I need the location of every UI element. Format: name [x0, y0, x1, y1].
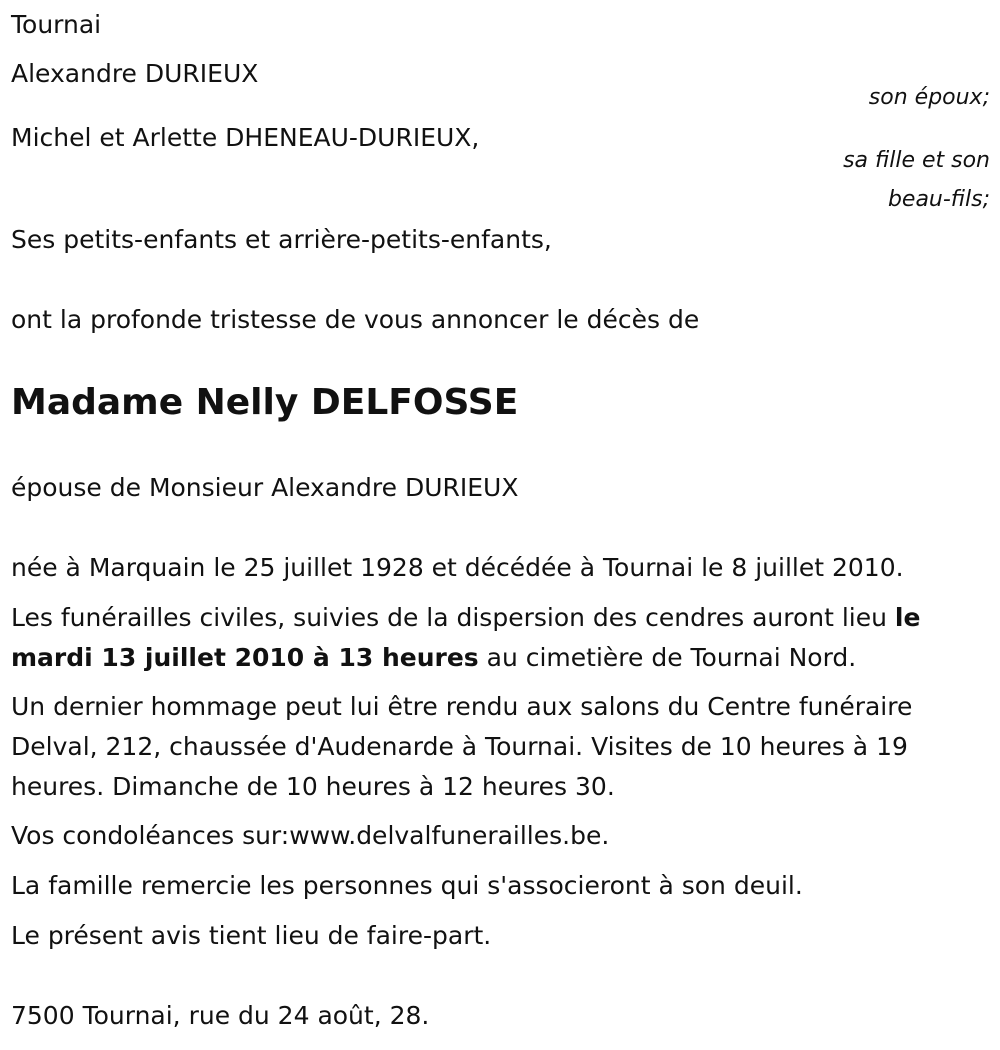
children-names: Michel et Arlette DHENEAU-DURIEUX,: [11, 123, 480, 152]
thanks-line: La famille remercie les personnes qui s'associeront à son deuil.: [11, 871, 803, 900]
grandchildren-line: Ses petits-enfants et arrière-petits-enfants,: [11, 225, 552, 254]
condolences-line: Vos condoléances sur:www.delvalfunerailles.be.: [11, 821, 610, 850]
spouse-name: Alexandre DURIEUX: [11, 59, 259, 88]
announcement-intro: ont la profonde tristesse de vous annoncer le décès de: [11, 305, 700, 334]
deceased-name: Madame Nelly DELFOSSE: [11, 382, 519, 423]
spouse-relation: son époux;: [868, 85, 990, 110]
funeral-date: le mardi 13 juillet 2010 à 13 heures: [11, 603, 921, 672]
tribute-paragraph: Un dernier hommage peut lui être rendu aux salons du Centre funéraire Delval, 212, chaussée d'Audenarde à Tournai. Visites de 10 heures à 19 heures. Dimanche de 10 heures à 12 heures 30.: [11, 692, 913, 801]
children-relation-line-1: sa fille et son: [843, 148, 990, 173]
funeral-text-before: Les funérailles civiles, suivies de la dispersion des cendres auront lieu: [11, 603, 895, 632]
city-label: Tournai: [11, 10, 102, 39]
spouse-of-line: épouse de Monsieur Alexandre DURIEUX: [11, 473, 519, 502]
notice-line: Le présent avis tient lieu de faire-part.: [11, 921, 492, 950]
funeral-text-after: au cimetière de Tournai Nord.: [478, 643, 857, 672]
address-line: 7500 Tournai, rue du 24 août, 28.: [11, 1001, 430, 1030]
birth-death-line: née à Marquain le 25 juillet 1928 et décédée à Tournai le 8 juillet 2010.: [11, 553, 904, 582]
children-relation-line-2: beau-fils;: [887, 187, 990, 212]
funeral-paragraph: [11, 598, 991, 678]
